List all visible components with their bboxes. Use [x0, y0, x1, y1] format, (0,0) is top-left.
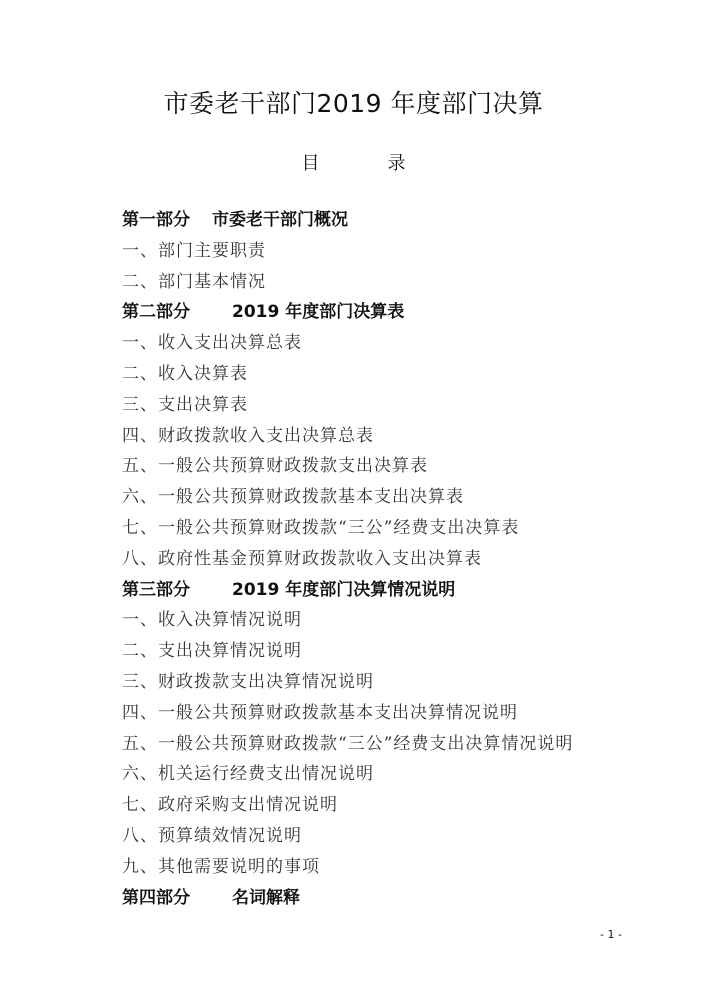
toc-item[interactable]: 七、一般公共预算财政拨款“三公”经费支出决算表 [122, 517, 520, 538]
part-label: 第三部分 [122, 579, 190, 600]
toc-item[interactable]: 五、一般公共预算财政拨款支出决算表 [122, 456, 428, 477]
toc-heading-left: 目 [301, 153, 320, 174]
toc-item[interactable]: 八、政府性基金预算财政拨款收入支出决算表 [122, 548, 482, 569]
part-title: 市委老干部门概况 [212, 210, 348, 230]
toc-heading-right: 录 [387, 153, 406, 174]
part-title: 名词解释 [232, 887, 300, 908]
toc-heading [0, 149, 707, 175]
toc-item[interactable]: 三、财政拨款支出决算情况说明 [122, 671, 374, 692]
toc-part-3[interactable] [122, 575, 682, 606]
toc-item[interactable]: 二、部门基本情况 [122, 271, 266, 292]
toc-item[interactable]: 二、收入决算表 [122, 363, 248, 384]
toc-item[interactable]: 三、支出决算表 [122, 394, 248, 415]
toc-item[interactable]: 六、机关运行经费支出情况说明 [122, 764, 374, 785]
toc-item[interactable]: 九、其他需要说明的事项 [122, 856, 320, 877]
part-title: 2019 年度部门决算表 [232, 302, 405, 323]
part-label: 第四部分 [122, 887, 190, 908]
toc-item[interactable]: 四、一般公共预算财政拨款基本支出决算情况说明 [122, 702, 518, 723]
toc-item[interactable]: 六、一般公共预算财政拨款基本支出决算表 [122, 487, 464, 508]
toc-part-2[interactable] [122, 297, 682, 328]
toc-item[interactable]: 一、收入决算情况说明 [122, 610, 302, 631]
toc-item[interactable]: 二、支出决算情况说明 [122, 641, 302, 662]
toc-part-1[interactable] [122, 205, 682, 236]
document-title: 市委老干部门2019 年度部门决算 [163, 89, 544, 118]
toc-item[interactable]: 八、预算绩效情况说明 [122, 825, 302, 846]
toc-item[interactable]: 四、财政拨款收入支出决算总表 [122, 425, 374, 446]
table-of-contents [122, 205, 682, 913]
part-label: 第一部分 [122, 210, 190, 230]
toc-item[interactable]: 七、政府采购支出情况说明 [122, 795, 338, 816]
part-title: 2019 年度部门决算情况说明 [232, 579, 456, 600]
toc-item[interactable]: 一、收入支出决算总表 [122, 333, 302, 354]
toc-item[interactable]: 五、一般公共预算财政拨款“三公”经费支出决算情况说明 [122, 733, 574, 754]
toc-part-4[interactable] [122, 883, 682, 914]
toc-item[interactable]: 一、部门主要职责 [122, 240, 266, 261]
page-number: - 1 - [600, 928, 622, 941]
part-label: 第二部分 [122, 302, 190, 323]
